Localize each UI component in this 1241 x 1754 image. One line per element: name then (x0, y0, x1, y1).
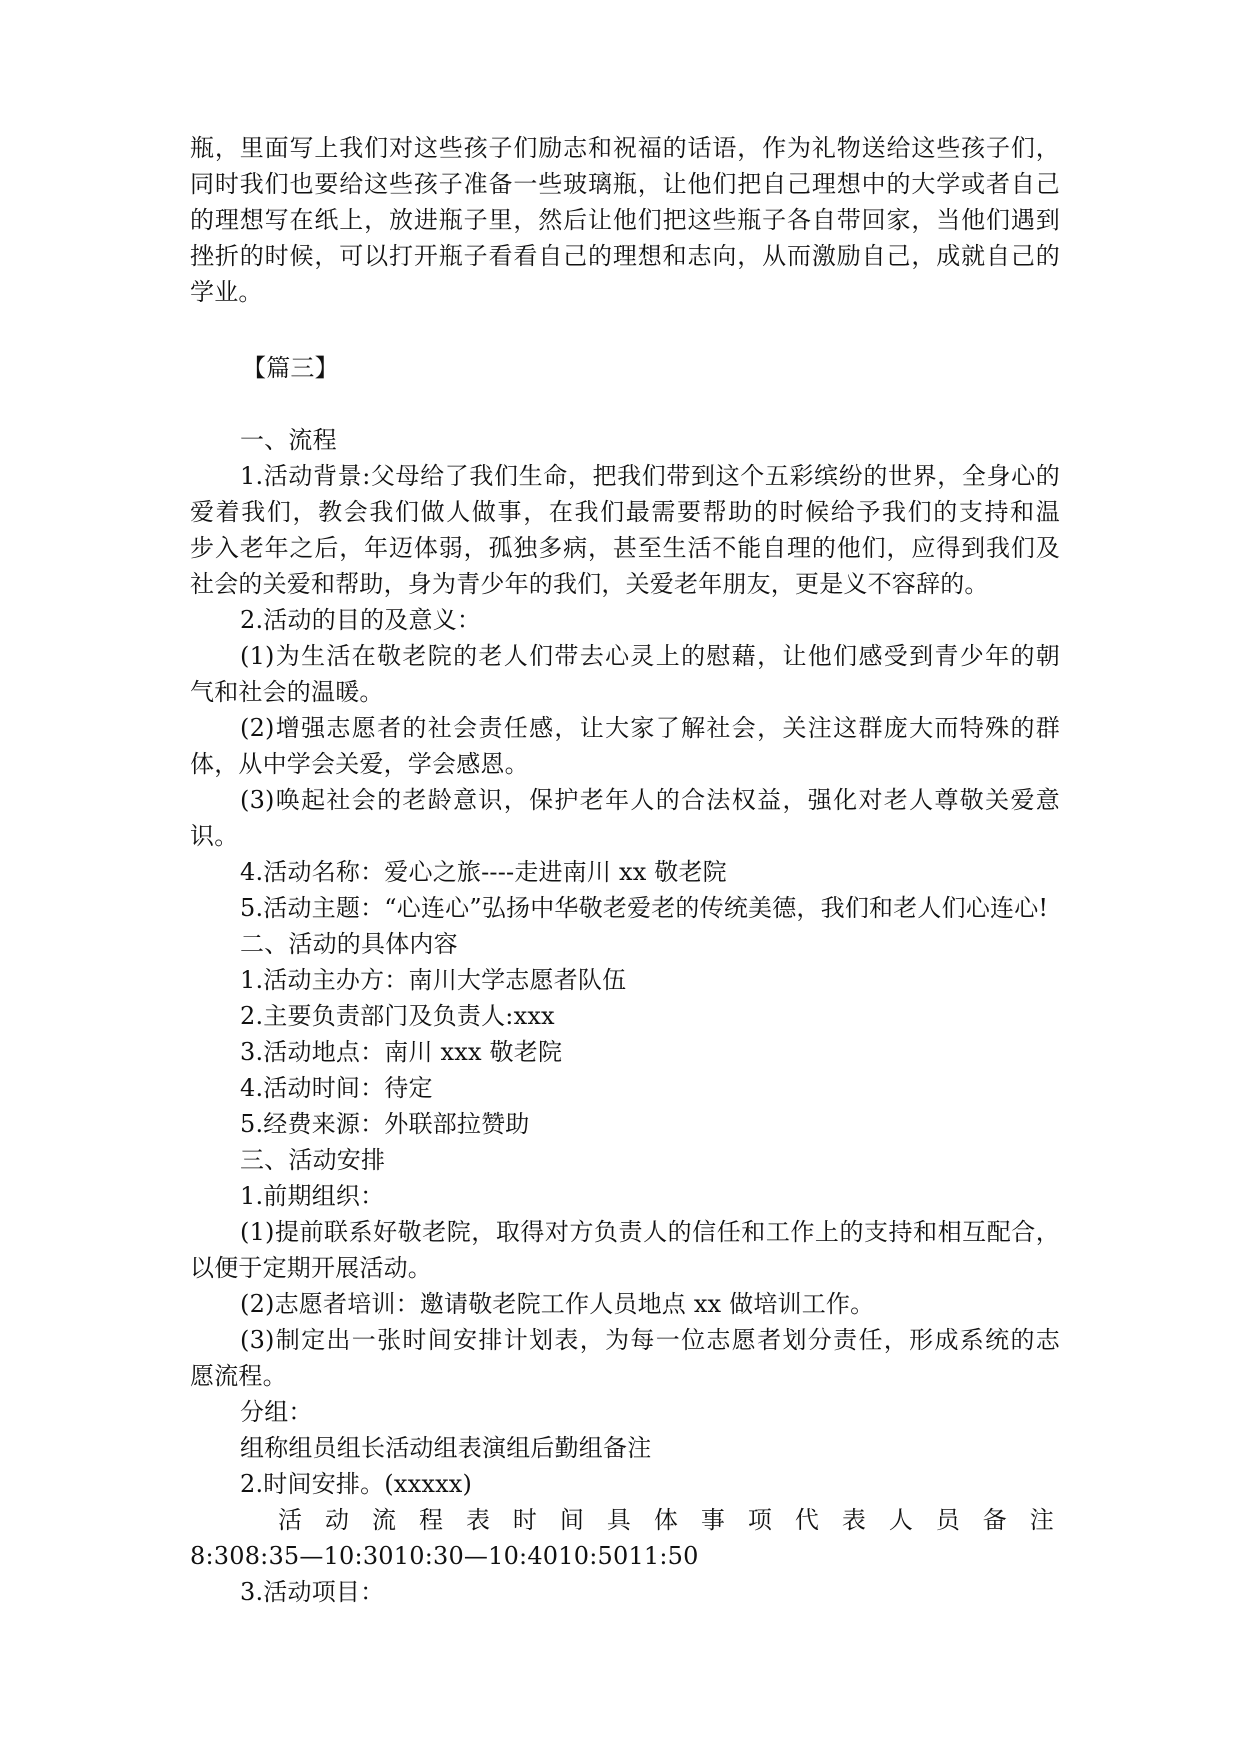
paragraph-line: 学业。 (190, 278, 263, 306)
list-item: (2)增强志愿者的社会责任感，让大家了解社会，关注这群庞大而特殊的群 (240, 714, 1060, 742)
paragraph-line: 挫折的时候，可以打开瓶子看看自己的理想和志向，从而激励自己，成就自己的 (190, 242, 1060, 270)
paragraph-line: 气和社会的温暖。 (190, 678, 384, 706)
list-item: 4.活动时间：待定 (240, 1074, 433, 1102)
list-item: 4.活动名称：爱心之旅----走进南川 xx 敬老院 (240, 858, 727, 886)
heading-content: 二、活动的具体内容 (240, 930, 458, 958)
list-item: (3)唤起社会的老龄意识，保护老年人的合法权益，强化对老人尊敬关爱意 (240, 786, 1060, 814)
paragraph-line: 1.活动背景:父母给了我们生命，把我们带到这个五彩缤纷的世界，全身心的 (240, 462, 1060, 490)
list-item: (2)志愿者培训：邀请敬老院工作人员地点 xx 做培训工作。 (240, 1290, 875, 1318)
list-item: 3.活动项目： (240, 1578, 385, 1606)
paragraph-line: 识。 (190, 822, 239, 850)
list-item: 组称组员组长活动组表演组后勤组备注 (240, 1434, 652, 1462)
list-item: 2.时间安排。(xxxxx) (240, 1470, 473, 1498)
paragraph-line: 步入老年之后，年迈体弱，孤独多病，甚至生活不能自理的他们，应得到我们及 (190, 534, 1060, 562)
paragraph-line: 爱着我们，教会我们做人做事，在我们最需要帮助的时候给予我们的支持和温 (190, 498, 1060, 526)
list-item: 分组： (240, 1398, 313, 1426)
paragraph-line: 社会的关爱和帮助，身为青少年的我们，关爱老年朋友，更是义不容辞的。 (190, 570, 989, 598)
heading-process: 一、流程 (240, 426, 337, 454)
list-item: 5.经费来源：外联部拉赞助 (240, 1110, 530, 1138)
paragraph-line: 以便于定期开展活动。 (190, 1254, 432, 1282)
paragraph-line: 体，从中学会关爱，学会感恩。 (190, 750, 529, 778)
time-values: 8:308:35—10:3010:30—10:4010:5011:50 (190, 1542, 699, 1570)
list-item: 5.活动主题：“心连心”弘扬中华敬老爱老的传统美德，我们和老人们心连心! (240, 894, 1049, 922)
list-item: (1)为生活在敬老院的老人们带去心灵上的慰藉，让他们感受到青少年的朝 (240, 642, 1060, 670)
paragraph-line: 同时我们也要给这些孩子准备一些玻璃瓶，让他们把自己理想中的大学或者自己 (190, 170, 1060, 198)
list-item: 1.前期组织： (240, 1182, 385, 1210)
heading-arrangement: 三、活动安排 (240, 1146, 386, 1174)
list-item: 2.主要负责部门及负责人:xxx (240, 1002, 555, 1030)
table-header-text: 活 动 流 程 表 时 间 具 体 事 项 代 表 人 员 备 注 (278, 1506, 1054, 1534)
paragraph-line: 的理想写在纸上，放进瓶子里，然后让他们把这些瓶子各自带回家，当他们遇到 (190, 206, 1060, 234)
list-item: 2.活动的目的及意义： (240, 606, 482, 634)
list-item: (3)制定出一张时间安排计划表，为每一位志愿者划分责任，形成系统的志 (240, 1326, 1060, 1354)
list-item: (1)提前联系好敬老院，取得对方负责人的信任和工作上的支持和相互配合， (240, 1218, 1060, 1246)
paragraph-line: 愿流程。 (190, 1362, 287, 1390)
section-heading: 【篇三】 (242, 354, 339, 382)
list-item: 3.活动地点：南川 xxx 敬老院 (240, 1038, 563, 1066)
paragraph-line: 瓶，里面写上我们对这些孩子们励志和祝福的话语，作为礼物送给这些孩子们， (190, 134, 1060, 162)
list-item: 1.活动主办方：南川大学志愿者队伍 (240, 966, 627, 994)
